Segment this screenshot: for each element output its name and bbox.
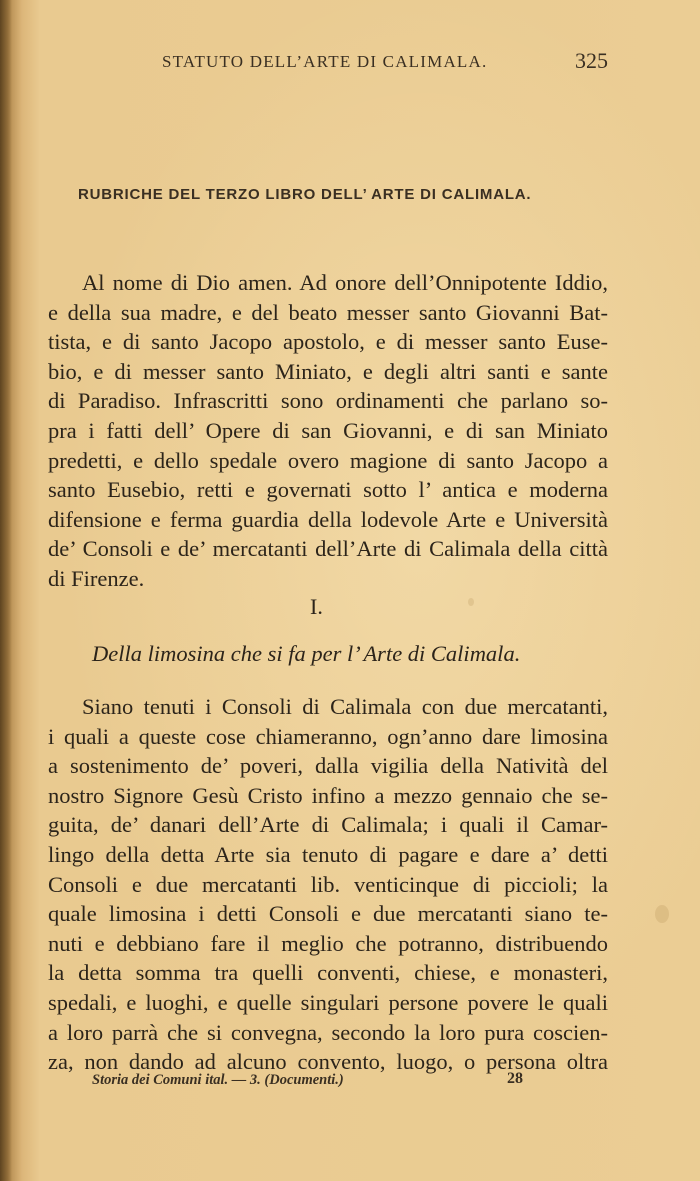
page-binding-edge [0, 0, 12, 1181]
text-line: quale limosina i detti Consoli e due mercatanti siano te- [48, 901, 608, 927]
intro-paragraph [48, 268, 608, 594]
text-line: di Firenze. [48, 565, 145, 591]
text-line: la detta somma tra quelli conventi, chiese, e monasteri, [48, 960, 608, 986]
text-line: e della sua madre, e del beato messer santo Giovanni Bat- [48, 299, 608, 325]
text-line: pra i fatti dell’ Opere di san Giovanni, e di san Miniato [48, 417, 608, 443]
text-line: difensione e ferma guardia della lodevole Arte e Università [48, 506, 608, 532]
text-line: a loro parrà che si convegna, secondo la loro pura coscien- [48, 1019, 608, 1045]
section-numeral: I. [310, 594, 323, 619]
text-line: bio, e di messer santo Miniato, e degli altri santi e sante [48, 358, 608, 384]
text-line: Consoli e due mercatanti lib. venticinque di piccioli; la [48, 871, 608, 897]
paper-stain [655, 905, 669, 923]
signature-mark: 28 [507, 1070, 523, 1087]
text-line: tista, e di santo Jacopo apostolo, e di messer santo Euse- [48, 329, 608, 355]
text-line: di Paradiso. Infrascritti sono ordinamenti che parlano so- [48, 388, 608, 414]
text-line: Siano tenuti i Consoli di Calimala con due mercatanti, [82, 694, 608, 719]
text-line: Al nome di Dio amen. Ad onore dell’Onnipotente Iddio, [82, 270, 608, 295]
text-line: za, non dando ad alcuno convento, luogo, o persona oltra [48, 1049, 608, 1075]
rubric-heading: RUBRICHE DEL TERZO LIBRO DELL’ ARTE DI CALIMALA. [78, 186, 532, 203]
text-line: lingo della detta Arte sia tenuto di pagare e dare a’ detti [48, 841, 608, 867]
text-line: predetti, e dello spedale overo magione di santo Jacopo a [48, 447, 608, 473]
paper-stain [468, 598, 474, 606]
footer-source: Storia dei Comuni ital. — 3. (Documenti.) [92, 1072, 344, 1088]
chapter-paragraph [48, 692, 608, 1077]
text-line: santo Eusebio, retti e governati sotto l’ antica e moderna [48, 477, 608, 503]
text-line: i quali a queste cose chiameranno, ogn’anno dare limosina [48, 723, 608, 749]
text-line: guita, de’ danari dell’Arte di Calimala; i quali il Camar- [48, 812, 608, 838]
text-line: spedali, e luoghi, e quelle singulari persone povere le quali [48, 989, 608, 1015]
chapter-title: Della limosina che si fa per l’ Arte di Calimala. [92, 641, 521, 666]
text-line: a sostenimento de’ poveri, dalla vigilia della Natività del [48, 753, 608, 779]
running-title: STATUTO DELL’ARTE DI CALIMALA. [162, 52, 488, 71]
text-line: nostro Signore Gesù Cristo infino a mezzo gennaio che se- [48, 782, 608, 808]
text-line: nuti e debbiano fare il meglio che potranno, distribuendo [48, 930, 608, 956]
page-number: 325 [575, 48, 608, 73]
text-line: de’ Consoli e de’ mercatanti dell’Arte di Calimala della città [48, 536, 608, 562]
